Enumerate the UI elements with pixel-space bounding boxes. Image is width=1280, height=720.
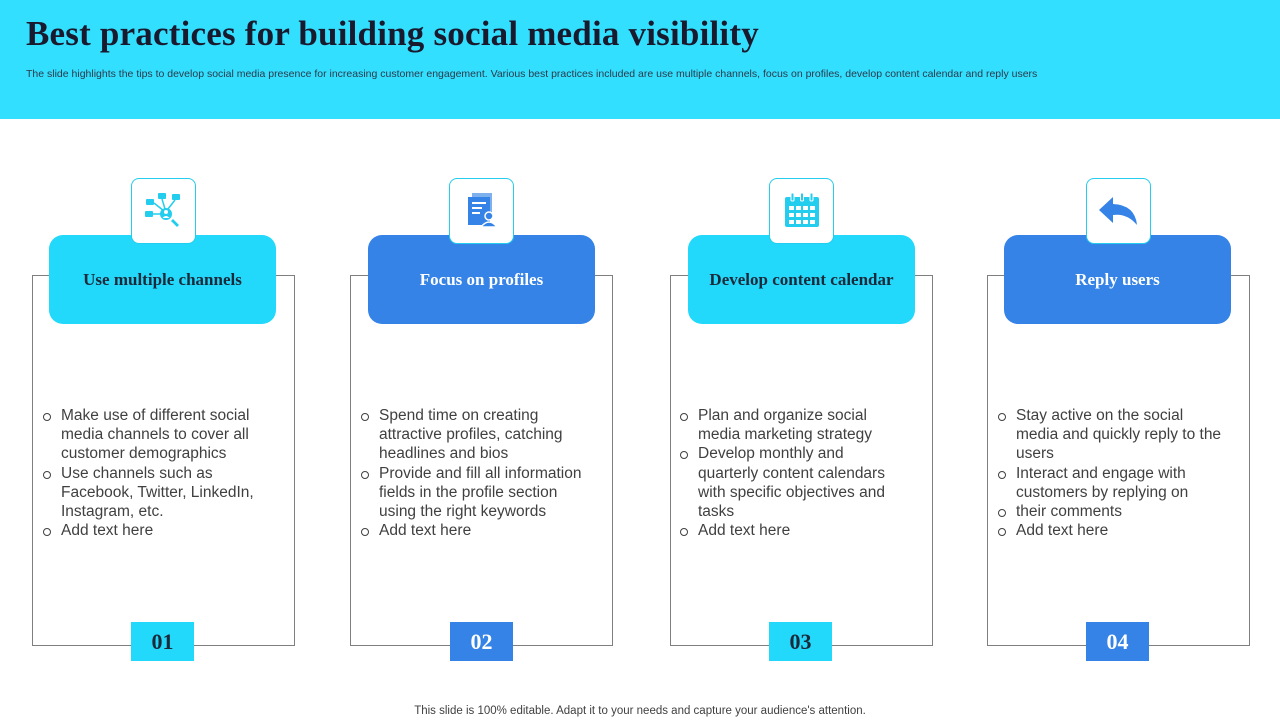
- card-title: Focus on profiles: [419, 269, 544, 289]
- list-item: Develop monthly and quarterly content calendars with specific objectives and tasks: [679, 444, 904, 521]
- step-number-badge: [769, 622, 832, 661]
- network-channels-icon: [144, 191, 184, 231]
- calendar-icon: [782, 191, 822, 231]
- card-title-box: [688, 235, 915, 324]
- step-number: 03: [789, 628, 812, 654]
- card-title-box: [49, 235, 276, 324]
- step-number-badge: [131, 622, 194, 661]
- step-number-badge: [450, 622, 513, 661]
- list-item: Provide and fill all information fields in the profile section using the right keywords: [360, 464, 585, 522]
- footer-note: This slide is 100% editable. Adapt it to your needs and capture your audience's attention.: [414, 705, 866, 717]
- reply-arrow-icon: [1097, 191, 1141, 231]
- icon-container: [449, 178, 514, 244]
- list-item: Plan and organize social media marketing strategy: [679, 406, 904, 444]
- list-item: Make use of different social media channels to cover all customer demographics: [42, 406, 267, 464]
- step-number: 04: [1106, 628, 1129, 654]
- bullet-list: [360, 406, 585, 540]
- step-number: 02: [470, 628, 493, 654]
- bullet-list: [42, 406, 267, 540]
- step-number-badge: [1086, 622, 1149, 661]
- step-number: 01: [151, 628, 174, 654]
- bullet-list: [997, 406, 1222, 540]
- icon-container: [1086, 178, 1151, 244]
- header-banner: [0, 0, 1280, 119]
- list-item: Add text here: [360, 521, 585, 540]
- icon-container: [769, 178, 834, 244]
- bullet-list: [679, 406, 904, 540]
- card-title-box: [1004, 235, 1231, 324]
- card-title-box: [368, 235, 595, 324]
- card-title: Use multiple channels: [83, 269, 242, 289]
- page-subtitle: The slide highlights the tips to develop social media presence for increasing customer engagement. Various best practices included are use multiple channels, focus on profiles, develop content calendar and reply users: [26, 68, 1038, 80]
- list-item: Add text here: [997, 521, 1222, 540]
- list-item: Use channels such as Facebook, Twitter, LinkedIn, Instagram, etc.: [42, 464, 267, 522]
- list-item: Add text here: [679, 521, 904, 540]
- card-title: Develop content calendar: [709, 269, 894, 289]
- page-title: Best practices for building social media visibility: [26, 14, 759, 53]
- profile-document-icon: [462, 191, 502, 231]
- list-item: their comments: [997, 502, 1222, 521]
- list-item: Stay active on the social media and quickly reply to the users: [997, 406, 1222, 464]
- list-item: Spend time on creating attractive profiles, catching headlines and bios: [360, 406, 585, 464]
- list-item: Add text here: [42, 521, 267, 540]
- icon-container: [131, 178, 196, 244]
- list-item: Interact and engage with customers by replying on: [997, 464, 1222, 502]
- card-title: Reply users: [1075, 269, 1160, 289]
